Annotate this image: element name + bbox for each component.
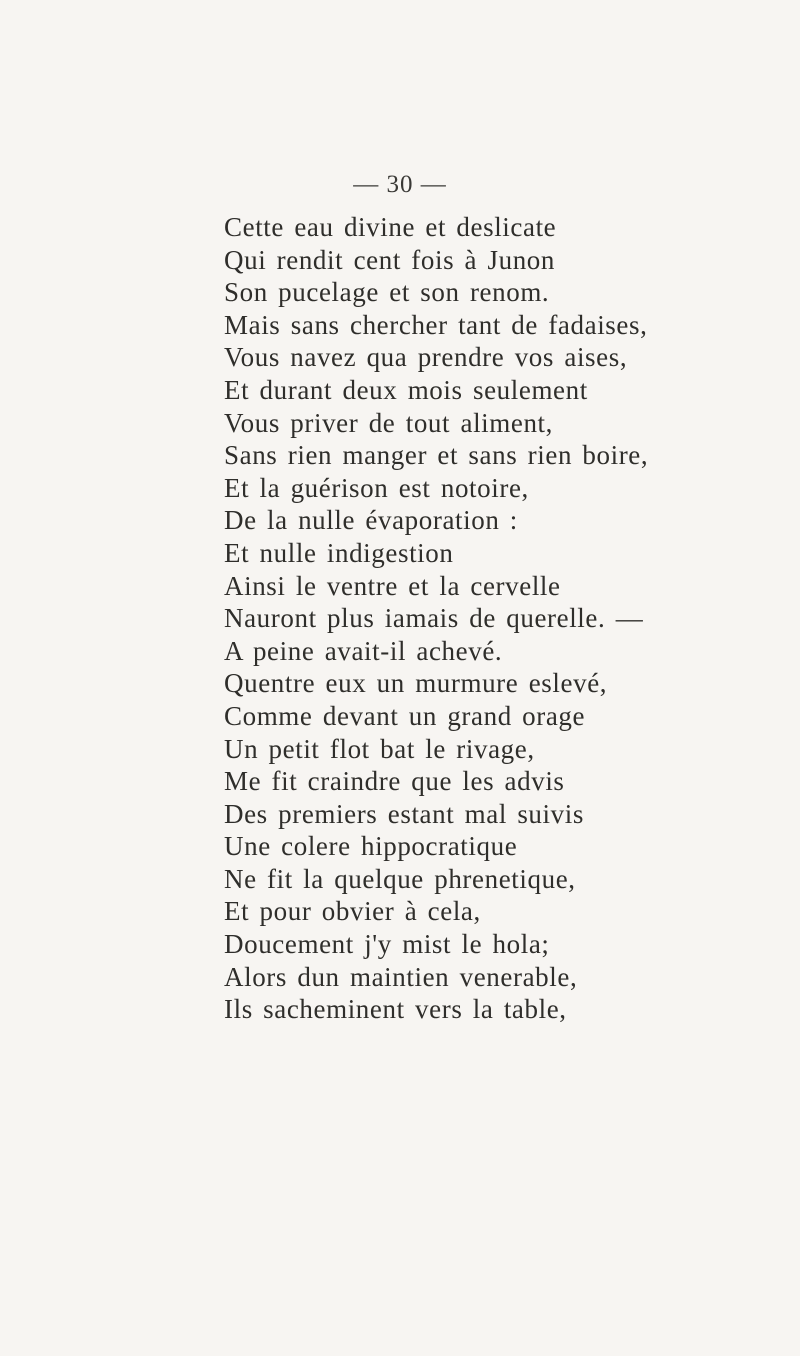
page-number: — 30 —: [353, 171, 447, 198]
poem-line: Doucement j'y mist le hola;: [224, 929, 550, 960]
poem-line: Des premiers estant mal suivis: [224, 798, 584, 829]
poem-line: A peine avait-il achevé.: [224, 635, 503, 666]
poem-line: Ne fit la quelque phrenetique,: [224, 863, 576, 894]
poem-line: Sans rien manger et sans rien boire,: [224, 440, 649, 471]
poem-line: Mais sans chercher tant de fadaises,: [224, 309, 648, 340]
poem-line: Ils sacheminent vers la table,: [224, 994, 567, 1025]
poem-line: Vous navez qua prendre vos aises,: [224, 342, 628, 373]
poem-line: Ainsi le ventre et la cervelle: [224, 570, 561, 601]
poem-line: Vous priver de tout aliment,: [224, 407, 554, 438]
poem-line: Comme devant un grand orage: [224, 700, 586, 731]
poem-line: Cette eau divine et deslicate: [224, 212, 557, 242]
poem-line: Une colere hippocratique: [224, 831, 518, 862]
poem-line: De la nulle évaporation :: [224, 505, 518, 536]
poem-line: Qui rendit cent fois à Junon: [224, 244, 555, 275]
poem-line: Et durant deux mois seulement: [224, 374, 588, 405]
poem-line: Et la guérison est notoire,: [224, 472, 529, 503]
poem-line: Et pour obvier à cela,: [224, 896, 481, 927]
poem-line: Un petit flot bat le rivage,: [224, 733, 535, 764]
poem-line: Alors dun maintien venerable,: [224, 961, 578, 992]
poem-line: Quentre eux un murmure eslevé,: [224, 668, 608, 699]
poem-line: Son pucelage et son renom.: [224, 277, 550, 308]
poem-text: [224, 211, 744, 1026]
poem-line: Nauront plus iamais de querelle. —: [224, 603, 644, 634]
poem-line: Et nulle indigestion: [224, 537, 454, 568]
poem-line: Me fit craindre que les advis: [224, 766, 565, 797]
